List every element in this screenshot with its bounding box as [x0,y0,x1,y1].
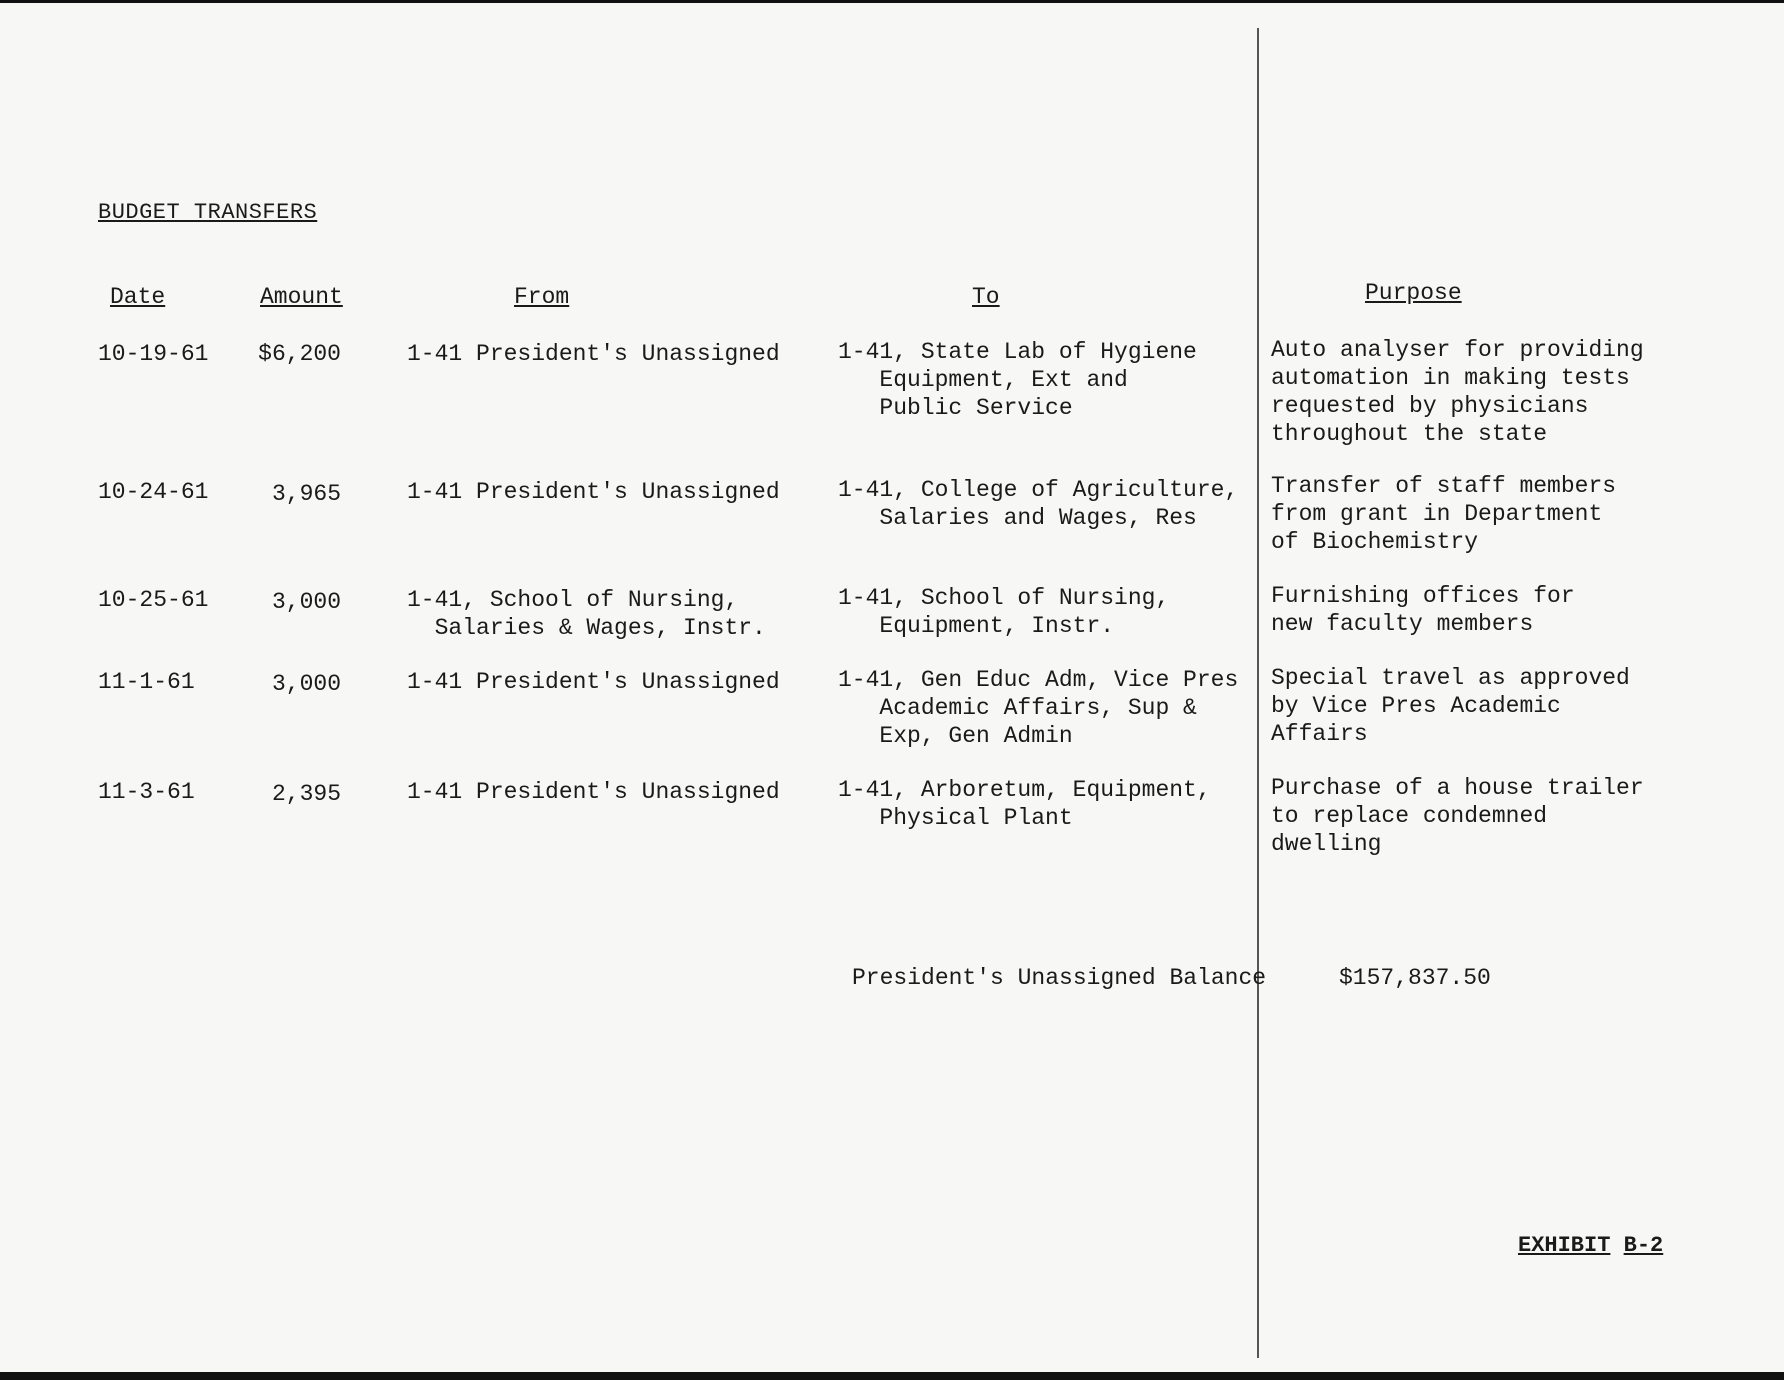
row-4-from: 1-41 President's Unassigned [407,669,780,695]
exhibit-word: EXHIBIT [1518,1233,1611,1258]
page-title: BUDGET TRANSFERS [98,200,318,225]
row-1-amount: $6,200 [258,341,341,367]
row-5-amount: 2,395 [271,781,341,807]
exhibit-label [1518,1233,1663,1258]
column-divider [1257,28,1259,1358]
row-5-from: 1-41 President's Unassigned [407,779,780,805]
row-3-amount: 3,000 [271,589,341,615]
row-4-to: 1-41, Gen Educ Adm, Vice Pres Academic Affairs, Sup & Exp, Gen Admin [838,667,1239,749]
row-3-from: 1-41, School of Nursing, Salaries & Wages, Instr. [407,587,766,641]
row-3-purpose: Furnishing offices for new faculty members [1271,583,1575,637]
header-from: From [514,284,570,310]
row-3-date: 10-25-61 [98,587,209,613]
row-1-date: 10-19-61 [98,341,209,367]
row-1-from: 1-41 President's Unassigned [407,341,780,367]
row-4-amount: 3,000 [271,671,341,697]
balance-label: President's Unassigned Balance [852,965,1267,991]
row-4-purpose: Special travel as approved by Vice Pres Academic Affairs [1271,665,1630,747]
row-2-from: 1-41 President's Unassigned [407,479,780,505]
row-2-purpose: Transfer of staff members from grant in Department of Biochemistry [1271,473,1617,555]
header-to: To [972,284,1000,310]
row-1-purpose: Auto analyser for providing automation in making tests requested by physicians throughout the state [1271,337,1644,447]
row-2-amount: 3,965 [271,481,341,507]
row-4-date: 11-1-61 [98,669,195,695]
page-border-top [0,0,1784,3]
row-2-date: 10-24-61 [98,479,209,505]
exhibit-code: B-2 [1623,1233,1664,1258]
header-date: Date [110,284,166,310]
row-5-date: 11-3-61 [98,779,195,805]
header-amount: Amount [260,284,343,310]
row-5-purpose: Purchase of a house trailer to replace condemned dwelling [1271,775,1644,857]
page-border-bottom [0,1372,1784,1380]
row-2-to: 1-41, College of Agriculture, Salaries and Wages, Res [838,477,1239,531]
row-1-to: 1-41, State Lab of Hygiene Equipment, Ext and Public Service [838,339,1197,421]
row-3-to: 1-41, School of Nursing, Equipment, Instr. [838,585,1170,639]
row-5-to: 1-41, Arboretum, Equipment, Physical Plant [838,777,1211,831]
balance-value: $157,837.50 [1339,965,1491,991]
header-purpose: Purpose [1365,280,1462,306]
